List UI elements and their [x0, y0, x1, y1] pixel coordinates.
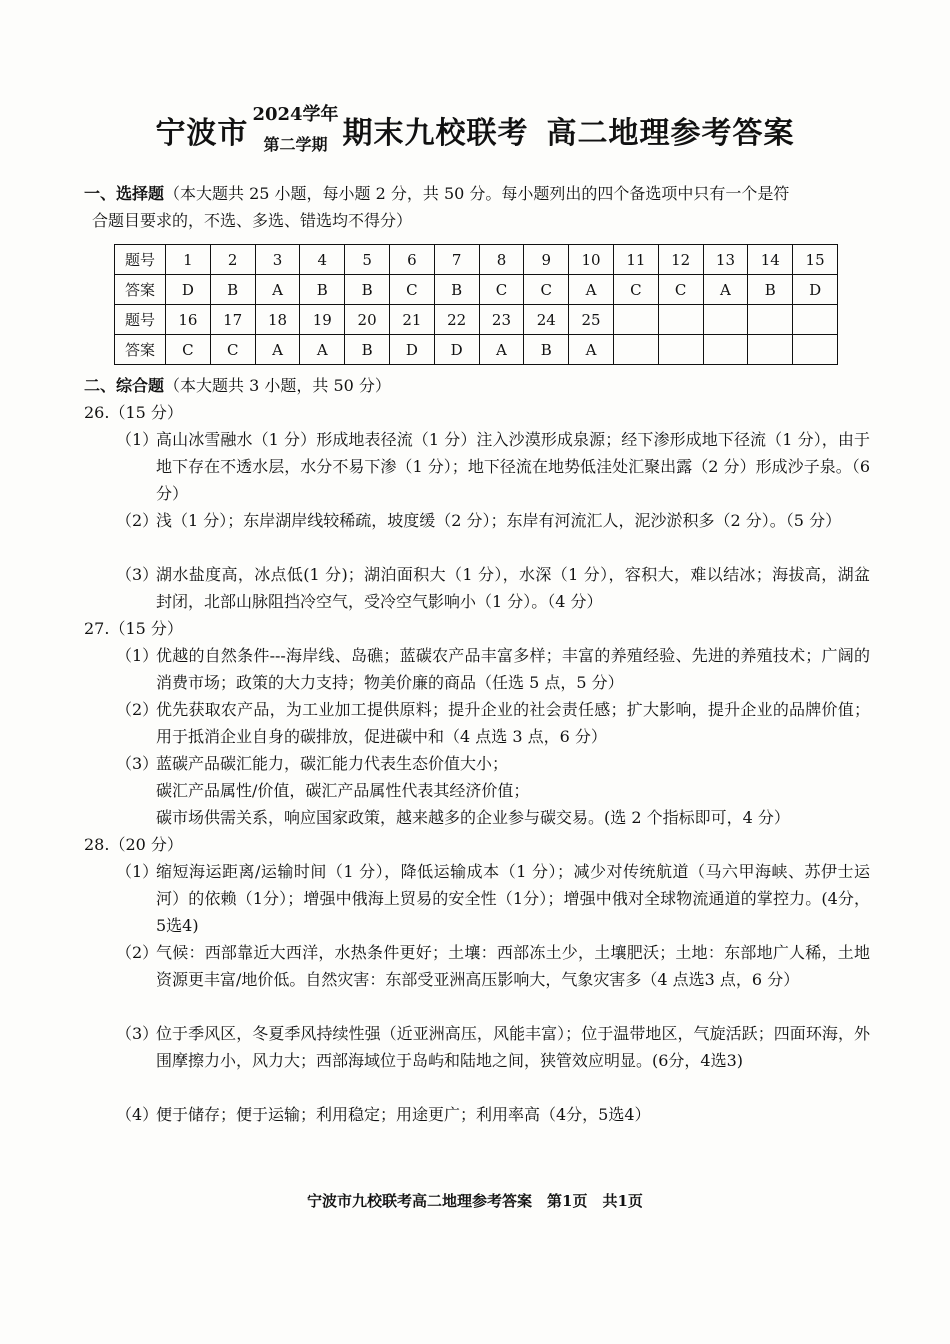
table-cell: 9: [524, 245, 569, 275]
part-text: 缩短海运距离/运输时间（1 分），降低运输成本（1 分）；减少对传统航道（马六甲海峡、苏伊士运河）的依赖（1分）；增强中俄海上贸易的安全性（1分）；增强中俄对全球物流通道的掌控力。(4分，5选4): [156, 862, 870, 935]
table-cell: C: [479, 275, 524, 305]
table-cell: B: [434, 275, 479, 305]
table-cell: [748, 335, 793, 365]
table-cell: A: [300, 335, 345, 365]
q27-head: 27.（15 分）: [84, 619, 183, 638]
table-cell: 19: [300, 305, 345, 335]
q26-head: 26.（15 分）: [84, 403, 183, 422]
table-cell: A: [569, 335, 614, 365]
table-cell: 13: [703, 245, 748, 275]
table-cell: 16: [166, 305, 211, 335]
table-row-q2: [115, 305, 838, 335]
table-cell: [658, 305, 703, 335]
part-number: （3）: [116, 754, 159, 773]
part-text: 优越的自然条件---海岸线、岛礁；蓝碳农产品丰富多样；丰富的养殖经验、先进的养殖技术；广阔的消费市场；政策的大力支持；物美价廉的商品（任选 5 点，5 分）: [156, 646, 870, 692]
row-label-answer: 答案: [115, 335, 166, 365]
table-cell: B: [345, 335, 390, 365]
table-cell: [613, 305, 658, 335]
part-number: （3）: [116, 565, 159, 584]
table-cell: C: [524, 275, 569, 305]
q27-part1: [116, 642, 870, 696]
section1-desc-line1: （本大题共 25 小题，每小题 2 分，共 50 分。每小题列出的四个备选项中只有一个是符: [164, 184, 790, 203]
part-text-line: 碳汇产品属性/价值，碳汇产品属性代表其经济价值；: [156, 781, 530, 800]
table-cell: 6: [389, 245, 434, 275]
part-number: （4）: [116, 1105, 159, 1124]
title-term: 第二学期: [263, 135, 328, 155]
table-cell: A: [255, 275, 300, 305]
part-text: 优先获取农产品，为工业加工提供原料；提升企业的社会责任感；扩大影响，提升企业的品牌价值；用于抵消企业自身的碳排放，促进碳中和（4 点选 3 点，6 分）: [156, 700, 870, 746]
table-cell: [793, 335, 838, 365]
section1-desc-line2: 合题目要求的，不选、多选、错选均不得分）: [92, 211, 413, 230]
table-cell: D: [434, 335, 479, 365]
table-cell: 5: [345, 245, 390, 275]
part-text: 湖水盐度高，冰点低(1 分)；湖泊面积大（1 分），水深（1 分），容积大，难以结冰；海拔高，湖盆封闭，北部山脉阻挡冷空气，受冷空气影响小（1 分）。（4 分）: [156, 565, 870, 611]
part-number: （3）: [116, 1024, 159, 1043]
part-text-line: 碳市场供需关系，响应国家政策，越来越多的企业参与碳交易。(选 2 个指标即可，4 分）: [156, 808, 790, 827]
table-row-a1: [115, 275, 838, 305]
table-cell: 25: [569, 305, 614, 335]
table-cell: 4: [300, 245, 345, 275]
q27-part2: [116, 696, 870, 750]
row-label-question: 题号: [115, 305, 166, 335]
table-cell: C: [658, 275, 703, 305]
table-cell: [658, 335, 703, 365]
table-cell: 18: [255, 305, 300, 335]
part-text: 高山冰雪融水（1 分）形成地表径流（1 分）注入沙漠形成泉源；经下渗形成地下径流（1 分），由于地下存在不透水层，水分不易下渗（1 分）；地下径流在地势低洼处汇聚出露（2 分）形成沙子泉。（6 分）: [156, 430, 870, 503]
table-cell: A: [255, 335, 300, 365]
title-city: 宁波市: [155, 116, 249, 151]
section2-header: [84, 372, 874, 399]
table-cell: 1: [166, 245, 211, 275]
part-text: 便于储存；便于运输；利用稳定；用途更广；利用率高（4分，5选4）: [156, 1105, 651, 1124]
table-cell: A: [703, 275, 748, 305]
table-cell: C: [166, 335, 211, 365]
table-cell: [748, 305, 793, 335]
table-cell: C: [210, 335, 255, 365]
q27-part3: [116, 750, 870, 831]
table-cell: 14: [748, 245, 793, 275]
table-cell: 12: [658, 245, 703, 275]
part-number: （2）: [116, 700, 159, 719]
title-term-stack: [252, 104, 339, 155]
section1-label: 一、选择题: [84, 184, 165, 203]
table-cell: 21: [389, 305, 434, 335]
table-cell: 11: [613, 245, 658, 275]
q26-part1: [116, 426, 870, 507]
table-cell: 10: [569, 245, 614, 275]
q28-part3: [116, 1020, 870, 1074]
q28-part1: [116, 858, 870, 939]
section2-desc: （本大题共 3 小题，共 50 分）: [164, 376, 391, 395]
table-cell: B: [345, 275, 390, 305]
title-year: 2024学年: [252, 104, 339, 126]
table-cell: B: [300, 275, 345, 305]
table-cell: D: [793, 275, 838, 305]
table-cell: 7: [434, 245, 479, 275]
page-title: [0, 104, 950, 178]
q26-part3: [116, 561, 870, 615]
part-text-line: 蓝碳产品碳汇能力，碳汇能力代表生态价值大小；: [156, 754, 509, 773]
q26-part2: [116, 507, 870, 534]
title-subject: 高二地理参考答案: [546, 116, 795, 151]
table-cell: 17: [210, 305, 255, 335]
table-cell: [793, 305, 838, 335]
table-cell: C: [613, 275, 658, 305]
answer-table: [114, 244, 838, 365]
table-cell: D: [389, 335, 434, 365]
table-cell: B: [748, 275, 793, 305]
table-cell: B: [210, 275, 255, 305]
table-cell: 24: [524, 305, 569, 335]
section1-header: [84, 180, 874, 234]
part-text: 浅（1 分）；东岸湖岸线较稀疏，坡度缓（2 分）；东岸有河流汇人，泥沙淤积多（2 分）。（5 分）: [156, 511, 842, 530]
table-cell: [613, 335, 658, 365]
table-cell: 23: [479, 305, 524, 335]
part-number: （2）: [116, 943, 159, 962]
table-cell: D: [166, 275, 211, 305]
table-cell: 3: [255, 245, 300, 275]
row-label-answer: 答案: [115, 275, 166, 305]
table-cell: A: [479, 335, 524, 365]
table-cell: [703, 305, 748, 335]
table-row-q1: [115, 245, 838, 275]
row-label-question: 题号: [115, 245, 166, 275]
part-text: 位于季风区，冬夏季风持续性强（近亚洲高压，风能丰富）；位于温带地区，气旋活跃；四面环海，外围摩擦力小，风力大；西部海域位于岛屿和陆地之间，狭管效应明显。(6分，4选3): [156, 1024, 870, 1070]
table-cell: [703, 335, 748, 365]
table-cell: B: [524, 335, 569, 365]
table-row-a2: [115, 335, 838, 365]
table-cell: 15: [793, 245, 838, 275]
part-number: （1）: [116, 430, 159, 449]
table-cell: 8: [479, 245, 524, 275]
table-cell: 2: [210, 245, 255, 275]
table-cell: A: [569, 275, 614, 305]
part-number: （2）: [116, 511, 159, 530]
title-exam: 期末九校联考: [342, 116, 529, 151]
page-footer: 宁波市九校联考高二地理参考答案 第1页 共1页: [307, 1192, 643, 1210]
q28-head: 28.（20 分）: [84, 835, 183, 854]
part-number: （1）: [116, 646, 159, 665]
part-number: （1）: [116, 862, 159, 881]
table-cell: 20: [345, 305, 390, 335]
part-text: 气候：西部靠近大西洋，水热条件更好；土壤：西部冻土少，土壤肥沃；土地：东部地广人稀，土地资源更丰富/地价低。自然灾害：东部受亚洲高压影响大，气象灾害多（4 点选3 点，6 分）: [156, 943, 870, 989]
q28-part4: [116, 1101, 870, 1128]
q28-part2: [116, 939, 870, 993]
table-cell: C: [389, 275, 434, 305]
section2-label: 二、综合题: [84, 376, 165, 395]
table-cell: 22: [434, 305, 479, 335]
